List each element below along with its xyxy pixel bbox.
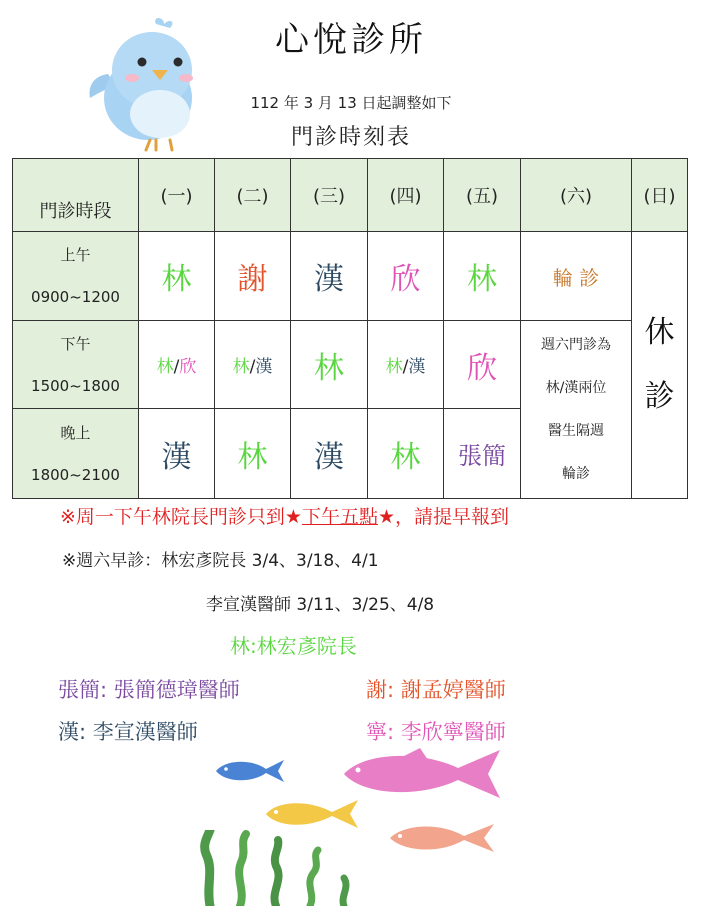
saturday-schedule-line-2: 李宣漢醫師 3/11、3/25、4/8 [206, 595, 435, 615]
period-morning-time: 0900~1200 [31, 288, 120, 306]
cell-thu-afternoon [368, 321, 444, 409]
legend-xie: 謝: 謝孟婷醫師 [366, 678, 506, 702]
clinic-title: 心悅診所 [275, 20, 427, 60]
yellow-fish [262, 796, 362, 832]
seaweed [180, 830, 380, 906]
slash-separator: / [402, 357, 409, 377]
cell-tue-evening: 林 [215, 409, 291, 499]
slash-separator: / [173, 357, 180, 377]
cell-sat-morning: 輪 診 [521, 232, 632, 321]
sat-note-line-3: 醫生隔週 [548, 422, 604, 439]
table-header-row [13, 159, 688, 232]
header-corner-label: 門診時段 [39, 201, 112, 222]
period-afternoon-label: 下午 [60, 334, 91, 353]
cell-thu-evening: 林 [368, 409, 444, 499]
period-afternoon [13, 321, 139, 409]
legend-han: 漢: 李宣漢醫師 [58, 720, 198, 744]
saturday-schedule-line-1: ※週六早診：林宏彥院長 3/4、3/18、4/1 [62, 551, 379, 571]
doctor-lin-tag: 林 [232, 357, 250, 377]
header-day-sun: (日) [632, 159, 688, 232]
cell-fri-morning: 林 [444, 232, 521, 321]
notice-text-end: ★，請提早報到 [377, 506, 510, 528]
period-morning [13, 232, 139, 321]
legend-zhang: 張簡: 張簡德璋醫師 [58, 678, 240, 702]
blue-fish [212, 756, 290, 786]
sun-closed-char-2: 診 [644, 379, 675, 414]
salmon-fish [386, 818, 498, 858]
doctor-lin-tag: 林 [385, 357, 403, 377]
cell-mon-afternoon [139, 321, 215, 409]
clinic-schedule-table [12, 158, 688, 499]
cell-mon-morning: 林 [139, 232, 215, 321]
period-evening-label: 晚上 [60, 423, 91, 442]
cell-wed-morning: 漢 [291, 232, 368, 321]
doctor-han-tag: 漢 [255, 357, 273, 377]
legend-ning: 寧: 李欣寧醫師 [366, 720, 506, 744]
doctor-han-tag: 漢 [408, 357, 426, 377]
cell-wed-afternoon: 林 [291, 321, 368, 409]
legend-lin: 林:林宏彥院長 [230, 634, 357, 658]
sat-note-line-2: 林/漢兩位 [545, 379, 607, 396]
cell-fri-afternoon: 欣 [444, 321, 521, 409]
header-day-tue: (二) [215, 159, 291, 232]
cell-thu-morning: 欣 [368, 232, 444, 321]
table-row-morning [13, 232, 688, 321]
cell-fri-evening: 張簡 [444, 409, 521, 499]
slash-separator: / [249, 357, 256, 377]
header-corner [13, 159, 139, 232]
cell-mon-evening: 漢 [139, 409, 215, 499]
cell-wed-evening: 漢 [291, 409, 368, 499]
cell-sun-closed [632, 232, 688, 499]
period-evening [13, 409, 139, 499]
doctor-lin-tag: 林 [156, 357, 174, 377]
doctor-xin-tag: 欣 [179, 357, 197, 377]
header-day-thu: (四) [368, 159, 444, 232]
period-evening-time: 1800~2100 [31, 465, 120, 484]
cell-sat-rotation-note [521, 321, 632, 499]
pink-fish [340, 744, 506, 804]
header-day-fri: (五) [444, 159, 521, 232]
sun-closed-char-1: 休 [644, 315, 675, 350]
header-day-mon: (一) [139, 159, 215, 232]
notice-underlined-time: 下午五點 [301, 506, 378, 528]
table-row-afternoon [13, 321, 688, 409]
effective-date: 112 年 3 月 13 日起調整如下 [250, 94, 452, 112]
period-morning-label: 上午 [60, 246, 91, 264]
notice-text-start: ※周一下午林院長門診只到★ [60, 506, 302, 528]
sat-note-line-1: 週六門診為 [541, 336, 611, 353]
period-afternoon-time: 1500~1800 [31, 376, 120, 395]
schedule-subtitle: 門診時刻表 [290, 125, 411, 150]
cell-tue-morning: 謝 [215, 232, 291, 321]
header-day-wed: (三) [291, 159, 368, 232]
header-day-sat: (六) [521, 159, 632, 232]
monday-hours-notice [60, 502, 509, 529]
sat-note-line-4: 輪診 [562, 465, 590, 482]
cell-tue-afternoon [215, 321, 291, 409]
